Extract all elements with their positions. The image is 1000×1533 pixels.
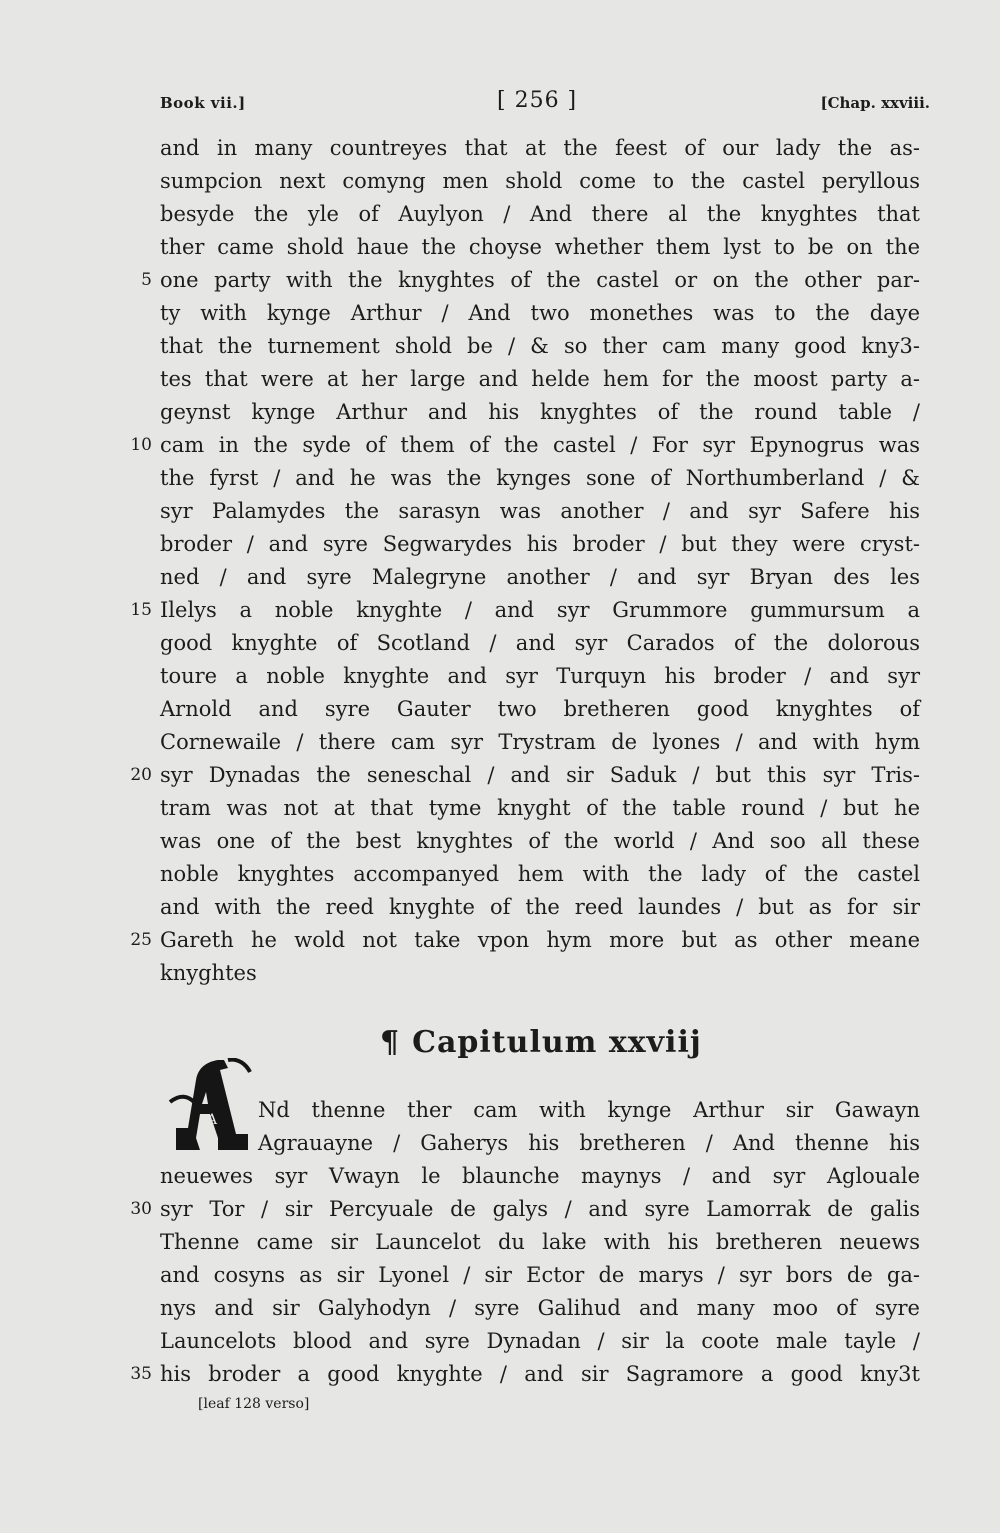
- line-text: ned / and syre Malegryne another / and syr Bryan des les: [160, 565, 920, 589]
- text-line: [160, 726, 920, 759]
- chapter-label: [Chap. xxviii.: [820, 94, 930, 112]
- text-line: [130, 759, 920, 792]
- text-line: [130, 1193, 920, 1226]
- chapter-heading: [380, 1025, 720, 1069]
- text-line: [160, 462, 920, 495]
- line-number: 10: [130, 435, 152, 455]
- chapter-title: Capitulum xxviij: [412, 1025, 702, 1060]
- line-text: ther came shold haue the choyse whether them lyst to be on the: [160, 235, 920, 259]
- text-line: [160, 1292, 920, 1325]
- chapter-text: [130, 1094, 920, 1391]
- line-number: 25: [130, 930, 152, 950]
- line-text: that the turnement shold be / & so ther cam many good kny3-: [160, 334, 920, 358]
- leaf-note: [leaf 128 verso]: [198, 1396, 310, 1412]
- line-text: ty with kynge Arthur / And two monethes was to the daye: [160, 301, 920, 325]
- text-line: [160, 792, 920, 825]
- line-text: broder / and syre Segwarydes his broder / but they were cryst-: [160, 532, 920, 556]
- text-line: [160, 1325, 920, 1358]
- line-text: good knyghte of Scotland / and syr Carados of the dolorous: [160, 631, 920, 655]
- line-text: Ilelys a noble knyghte / and syr Grummore gummursum a: [160, 598, 920, 622]
- text-line: [160, 561, 920, 594]
- line-text: Arnold and syre Gauter two bretheren good knyghtes of: [160, 697, 920, 721]
- line-text: and in many countreyes that at the feest of our lady the as-: [160, 136, 920, 160]
- line-text: geynst kynge Arthur and his knyghtes of the round table /: [160, 400, 920, 424]
- line-text: toure a noble knyghte and syr Turquyn his broder / and syr: [160, 664, 920, 688]
- line-text: knyghtes: [160, 961, 257, 985]
- text-line: [160, 396, 920, 429]
- line-number: 15: [130, 600, 152, 620]
- line-text: Thenne came sir Launcelot du lake with his bretheren neuews: [160, 1230, 920, 1254]
- text-line: [160, 858, 920, 891]
- line-number: 5: [141, 270, 152, 290]
- text-line: [160, 528, 920, 561]
- line-number: 35: [130, 1364, 152, 1384]
- text-line: [160, 198, 920, 231]
- page-number: [ 256 ]: [497, 88, 578, 113]
- text-line: [160, 627, 920, 660]
- line-text: Gareth he wold not take vpon hym more but as other meane: [160, 928, 920, 952]
- drop-cap-letter: A: [206, 1112, 218, 1128]
- text-line: [141, 264, 920, 297]
- text-line: [130, 1358, 920, 1391]
- line-text: syr Palamydes the sarasyn was another / and syr Safere his: [160, 499, 920, 523]
- text-line: [160, 660, 920, 693]
- line-text: one party with the knyghtes of the castel or on the other par-: [160, 268, 920, 292]
- running-header: [160, 88, 930, 116]
- text-line: [160, 1226, 920, 1259]
- text-line: [160, 693, 920, 726]
- text-line: [160, 231, 920, 264]
- pilcrow-mark: ¶: [380, 1025, 401, 1060]
- body-text: [130, 132, 920, 990]
- text-line: [160, 957, 920, 990]
- text-line: [160, 297, 920, 330]
- text-line: [160, 1127, 920, 1160]
- line-text: the fyrst / and he was the kynges sone of Northumberland / &: [160, 466, 920, 490]
- line-text: was one of the best knyghtes of the world / And soo all these: [160, 829, 920, 853]
- book-label: Book vii.]: [160, 94, 246, 112]
- line-text: tram was not at that tyme knyght of the table round / but he: [160, 796, 920, 820]
- line-text: Launcelots blood and syre Dynadan / sir la coote male tayle /: [160, 1329, 920, 1353]
- line-number: 20: [130, 765, 152, 785]
- line-text: tes that were at her large and helde hem for the moost party a-: [160, 367, 920, 391]
- line-text: Nd thenne ther cam with kynge Arthur sir Gawayn: [258, 1098, 920, 1122]
- text-line: [160, 330, 920, 363]
- line-text: Cornewaile / there cam syr Trystram de lyones / and with hym: [160, 730, 920, 754]
- text-line: [160, 1094, 920, 1127]
- line-text: besyde the yle of Auylyon / And there al the knyghtes that: [160, 202, 920, 226]
- text-line: [160, 363, 920, 396]
- text-line: [160, 495, 920, 528]
- line-text: syr Tor / sir Percyuale de galys / and syre Lamorrak de galis: [160, 1197, 920, 1221]
- line-text: syr Dynadas the seneschal / and sir Saduk / but this syr Tris-: [160, 763, 920, 787]
- text-line: [130, 924, 920, 957]
- text-line: [160, 891, 920, 924]
- text-line: [160, 1259, 920, 1292]
- line-text: and with the reed knyghte of the reed laundes / but as for sir: [160, 895, 920, 919]
- line-text: neuewes syr Vwayn le blaunche maynys / and syr Aglouale: [160, 1164, 920, 1188]
- line-text: nys and sir Galyhodyn / syre Galihud and many moo of syre: [160, 1296, 920, 1320]
- text-line: [130, 429, 920, 462]
- text-line: [160, 825, 920, 858]
- line-text: and cosyns as sir Lyonel / sir Ector de marys / syr bors de ga-: [160, 1263, 920, 1287]
- text-line: [160, 1160, 920, 1193]
- text-line: [160, 165, 920, 198]
- line-number: 30: [130, 1199, 152, 1219]
- text-line: [160, 132, 920, 165]
- line-text: Agrauayne / Gaherys his bretheren / And thenne his: [258, 1131, 920, 1155]
- line-text: cam in the syde of them of the castel / For syr Epynogrus was: [160, 433, 920, 457]
- line-text: sumpcion next comyng men shold come to the castel peryllous: [160, 169, 920, 193]
- text-line: [130, 594, 920, 627]
- line-text: noble knyghtes accompanyed hem with the lady of the castel: [160, 862, 920, 886]
- line-text: his broder a good knyghte / and sir Sagramore a good kny3t: [160, 1362, 920, 1386]
